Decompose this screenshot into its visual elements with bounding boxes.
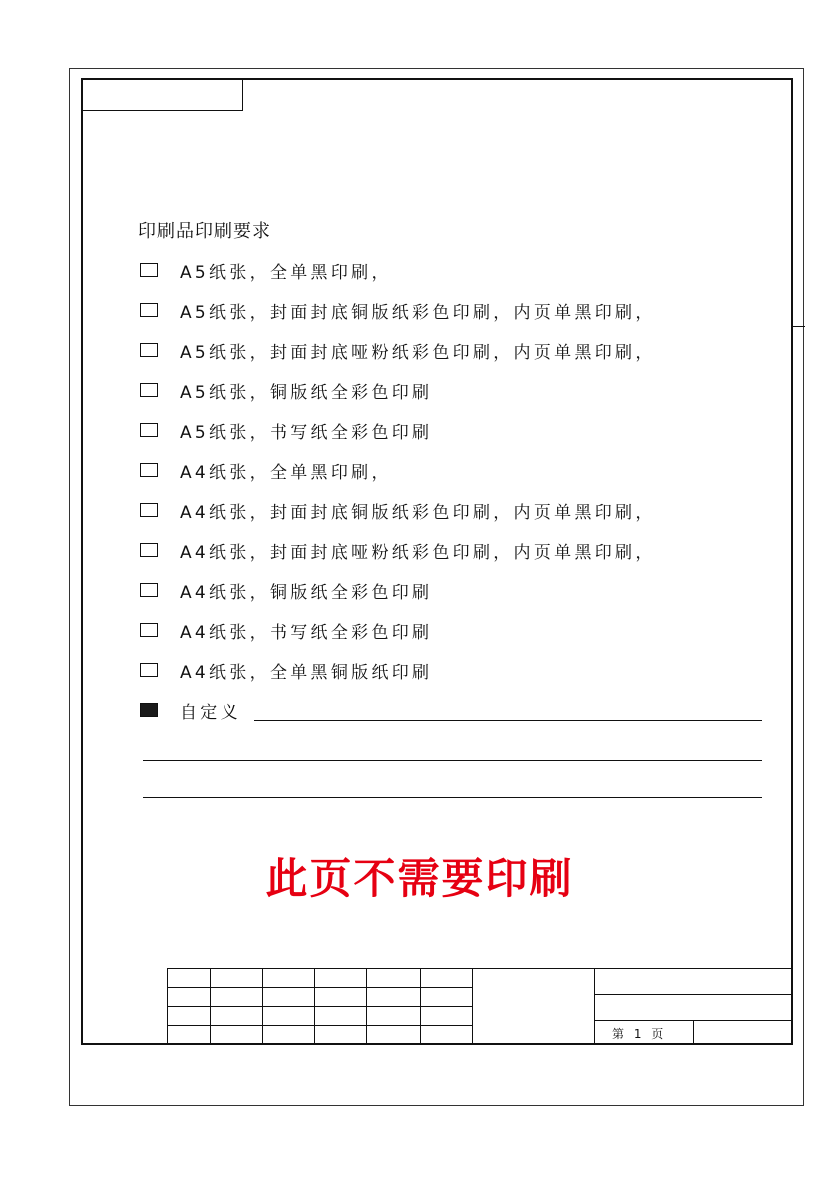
custom-input-line[interactable]	[143, 797, 762, 798]
option-a4-matte-cover[interactable]	[140, 538, 656, 562]
option-a4-mono[interactable]	[140, 458, 392, 482]
option-label: A5纸张，封面封底哑粉纸彩色印刷，内页单黑印刷，	[180, 342, 656, 363]
option-label: A4纸张，全单黑铜版纸印刷	[180, 662, 433, 683]
option-a5-matte-cover[interactable]	[140, 338, 656, 362]
title-block-line	[314, 968, 315, 1044]
title-block-line	[693, 1020, 694, 1044]
option-label: A5纸张，书写纸全彩色印刷	[180, 422, 433, 443]
option-a5-coated-cover[interactable]	[140, 298, 656, 322]
custom-input-line[interactable]	[254, 720, 762, 721]
checkbox-checked[interactable]	[140, 703, 158, 717]
option-label: 自定义	[180, 702, 241, 723]
title-block-line	[594, 968, 595, 1044]
checkbox[interactable]	[140, 503, 158, 517]
title-block-line	[167, 987, 473, 988]
option-a4-writing-full-color[interactable]	[140, 618, 432, 642]
title-block-line	[594, 994, 792, 995]
option-label: A4纸张，全单黑印刷，	[180, 462, 392, 483]
checkbox[interactable]	[140, 343, 158, 357]
option-label: A5纸张，封面封底铜版纸彩色印刷，内页单黑印刷，	[180, 302, 656, 323]
title-block-line	[167, 968, 168, 1044]
title-block-line	[167, 968, 792, 969]
option-a5-mono[interactable]	[140, 258, 392, 282]
checkbox[interactable]	[140, 383, 158, 397]
checkbox[interactable]	[140, 423, 158, 437]
checkbox[interactable]	[140, 303, 158, 317]
checkbox[interactable]	[140, 543, 158, 557]
option-a4-mono-coated[interactable]	[140, 658, 432, 682]
option-a4-coated-full-color[interactable]	[140, 578, 432, 602]
option-label: A4纸张，封面封底哑粉纸彩色印刷，内页单黑印刷，	[180, 542, 656, 563]
option-label: A4纸张，书写纸全彩色印刷	[180, 622, 433, 643]
option-a5-writing-full-color[interactable]	[140, 418, 432, 442]
title-block-line	[167, 1025, 473, 1026]
option-label: A4纸张，封面封底铜版纸彩色印刷，内页单黑印刷，	[180, 502, 656, 523]
checkbox[interactable]	[140, 263, 158, 277]
corner-label-box	[81, 78, 243, 111]
option-label: A5纸张，铜版纸全彩色印刷	[180, 382, 433, 403]
checkbox[interactable]	[140, 583, 158, 597]
custom-input-line[interactable]	[143, 760, 762, 761]
title-block-line	[262, 968, 263, 1044]
option-a5-coated-full-color[interactable]	[140, 378, 432, 402]
frame-tick-mark	[791, 326, 805, 327]
checkbox[interactable]	[140, 663, 158, 677]
option-label: A5纸张，全单黑印刷，	[180, 262, 392, 283]
option-label: A4纸张，铜版纸全彩色印刷	[180, 582, 433, 603]
title-block-line	[366, 968, 367, 1044]
page-number: 第 1 页	[612, 1027, 667, 1041]
title-block-line	[167, 1006, 473, 1007]
form-title: 印刷品印刷要求	[138, 221, 271, 242]
title-block-line	[210, 968, 211, 1044]
option-custom[interactable]	[140, 698, 241, 722]
no-print-notice: 此页不需要印刷	[265, 854, 574, 903]
title-block-line	[420, 968, 421, 1044]
title-block-line	[472, 968, 473, 1044]
option-a4-coated-cover[interactable]	[140, 498, 656, 522]
checkbox[interactable]	[140, 623, 158, 637]
checkbox[interactable]	[140, 463, 158, 477]
